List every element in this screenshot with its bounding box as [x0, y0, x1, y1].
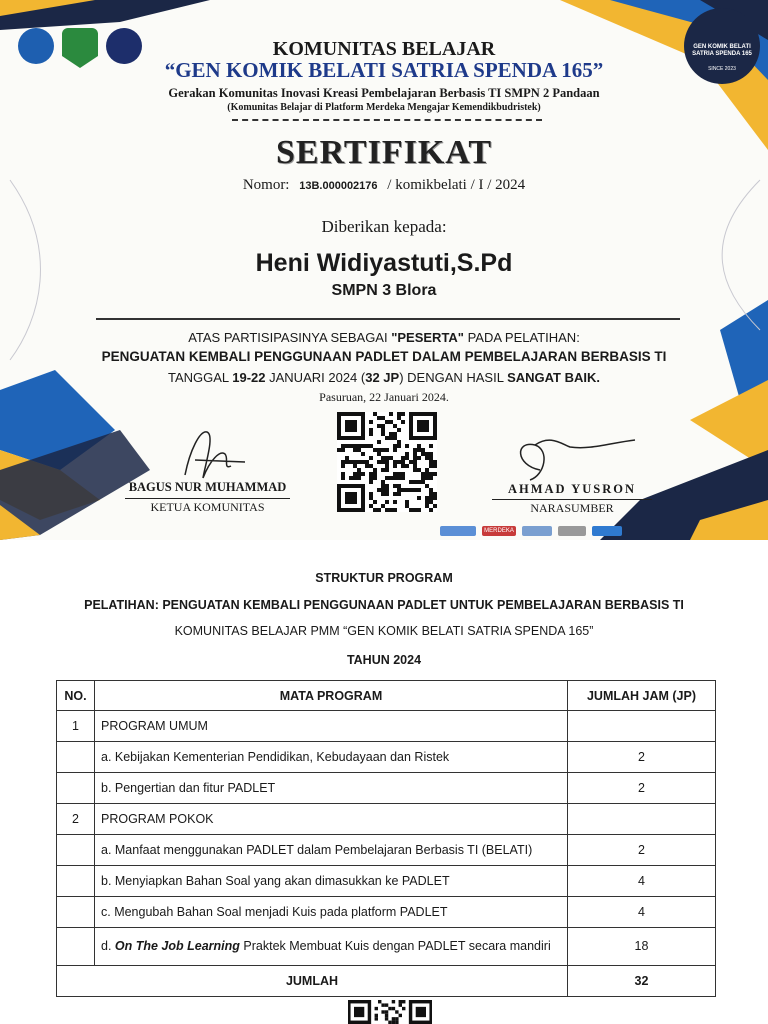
row-program-cell	[95, 928, 568, 966]
table-row	[57, 897, 716, 928]
number-label: Nomor:	[242, 177, 290, 193]
certificate-number	[0, 177, 768, 194]
table-row	[57, 804, 716, 835]
right-signer-name: AHMAD YUSRON	[507, 482, 637, 496]
table-row	[57, 773, 716, 804]
participation-text-b: PADA PELATIHAN:	[463, 330, 580, 345]
given-to-label: Diberikan kepada:	[321, 217, 447, 236]
right-signature-icon	[500, 425, 640, 485]
row-d-prefix: d.	[101, 939, 115, 954]
structure-community: KOMUNITAS BELAJAR PMM “GEN KOMIK BELATI SATRIA SPENDA 165”	[174, 624, 594, 638]
date-text-b: JANUARI 2024 (	[265, 370, 366, 385]
table-row	[57, 711, 716, 742]
row-no-cell: 1	[57, 711, 95, 742]
row-program-cell: b. Pengertian dan fitur PADLET	[95, 773, 568, 804]
table-row	[57, 835, 716, 866]
row-hours-cell: 2	[568, 835, 716, 866]
participation-role: "PESERTA"	[391, 330, 464, 345]
date-range: 19-22	[232, 370, 266, 385]
structure-training: PELATIHAN: PENGUATAN KEMBALI PENGGUNAAN PADLET UNTUK PEMBELAJARAN BERBASIS TI	[84, 598, 684, 612]
badge-mid-text: SATRIA SPENDA 165	[692, 51, 752, 58]
structure-year: TAHUN 2024	[346, 653, 422, 667]
table-total-row	[57, 966, 716, 997]
org-line: KOMUNITAS BELAJAR	[272, 38, 496, 60]
hours-value: 32 JP	[365, 370, 400, 385]
row-d-emphasis: On The Job Learning	[114, 939, 240, 954]
result-value: SANGAT BAIK.	[507, 370, 601, 385]
row-program-cell: PROGRAM POKOK	[95, 804, 568, 835]
row-program-cell: PROGRAM UMUM	[95, 711, 568, 742]
badge-since-text: SINCE 2023	[708, 66, 736, 73]
left-signer-name: BAGUS NUR MUHAMMAD	[128, 480, 287, 494]
row-hours-cell: 18	[568, 928, 716, 966]
recipient-school: SMPN 3 Blora	[331, 282, 437, 299]
row-no-cell	[57, 928, 95, 966]
table-row	[57, 866, 716, 897]
structure-title: STRUKTUR PROGRAM	[315, 571, 453, 585]
header-hours: JUMLAH JAM (JP)	[568, 681, 716, 711]
number-code: 13B.000002176	[299, 180, 378, 192]
row-hours-cell	[568, 711, 716, 742]
org-name: “GEN KOMIK BELATI SATRIA SPENDA 165”	[164, 58, 604, 82]
table-body	[57, 711, 716, 997]
header-program: MATA PROGRAM	[95, 681, 568, 711]
number-suffix: / komikbelati / I / 2024	[387, 177, 526, 193]
total-hours: 32	[568, 966, 716, 997]
row-program-cell: a. Kebijakan Kementerian Pendidikan, Kebudayaan dan Ristek	[95, 742, 568, 773]
row-program-cell: a. Manfaat menggunakan PADLET dalam Pembelajaran Berbasis TI (BELATI)	[95, 835, 568, 866]
footer-logo-3-icon	[522, 526, 552, 536]
footer-logo-4-icon	[558, 526, 586, 536]
total-label: JUMLAH	[57, 966, 568, 997]
place-date: Pasuruan, 22 Januari 2024.	[319, 390, 449, 404]
date-result-line	[0, 370, 768, 385]
row-hours-cell	[568, 804, 716, 835]
dashed-divider	[232, 119, 542, 121]
row-no-cell	[57, 866, 95, 897]
table-row	[57, 742, 716, 773]
row-hours-cell: 2	[568, 742, 716, 773]
row-no-cell	[57, 835, 95, 866]
right-signer-role: NARASUMBER	[530, 501, 614, 515]
left-signature-line	[125, 498, 290, 499]
training-title: PENGUATAN KEMBALI PENGGUNAAN PADLET DALAM PEMBELAJARAN BERBASIS TI	[101, 349, 667, 364]
right-signature-line	[492, 499, 652, 500]
footer-logo-1-icon	[440, 526, 476, 536]
row-no-cell	[57, 742, 95, 773]
footer-logos	[440, 526, 622, 536]
certificate-title: SERTIFIKAT	[275, 134, 492, 171]
recipient-name: Heni Widiyastuti,S.Pd	[255, 249, 513, 277]
participation-text-a: ATAS PARTISIPASINYA SEBAGAI	[188, 330, 392, 345]
row-no-cell: 2	[57, 804, 95, 835]
table-header-row	[57, 681, 716, 711]
left-signer-role: KETUA KOMUNITAS	[150, 500, 265, 514]
row-hours-cell: 2	[568, 773, 716, 804]
program-table	[56, 680, 716, 997]
row-no-cell	[57, 773, 95, 804]
footer-logo-merdeka: MERDEKA	[482, 526, 516, 536]
participation-line	[0, 330, 768, 345]
header-no: NO.	[57, 681, 95, 711]
table-row-d	[57, 928, 716, 966]
row-hours-cell: 4	[568, 866, 716, 897]
movement-subline: (Komunitas Belajar di Platform Merdeka Mengajar Kemendikbudristek)	[227, 102, 541, 113]
program-structure-page	[0, 540, 768, 1024]
date-text-c: ) DENGAN HASIL	[399, 370, 508, 385]
row-program-cell: b. Menyiapkan Bahan Soal yang akan dimasukkan ke PADLET	[95, 866, 568, 897]
row-program-cell: c. Mengubah Bahan Soal menjadi Kuis pada platform PADLET	[95, 897, 568, 928]
badge-top-text: GEN KOMIK BELATI	[693, 44, 751, 50]
qr-code-small-icon	[348, 1000, 432, 1024]
movement-line: Gerakan Komunitas Inovasi Kreasi Pembelajaran Berbasis TI SMPN 2 Pandaan	[168, 86, 600, 100]
divider-line	[96, 318, 680, 320]
footer-logo-5-icon	[592, 526, 622, 536]
row-no-cell	[57, 897, 95, 928]
date-text-a: TANGGAL	[167, 370, 233, 385]
qr-code-icon	[337, 412, 437, 512]
row-hours-cell: 4	[568, 897, 716, 928]
row-d-rest: Praktek Membuat Kuis dengan PADLET secara mandiri	[239, 939, 551, 954]
